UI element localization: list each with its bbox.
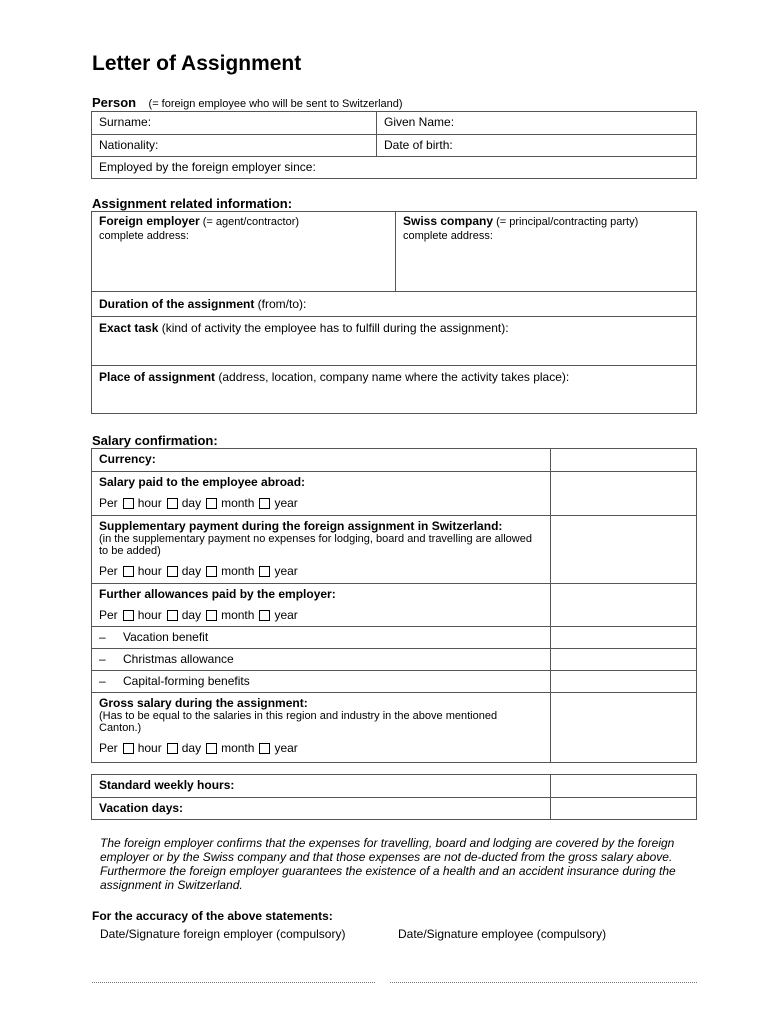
assignment-row-task: [92, 316, 696, 365]
month-checkbox[interactable]: [206, 610, 217, 621]
given-name-label: Given Name:: [384, 115, 455, 129]
dash-marker: –: [99, 674, 106, 688]
supplementary-input[interactable]: [550, 516, 696, 583]
employed-since-label: Employed by the foreign employer since:: [99, 160, 316, 174]
exact-task-label: Exact task: [99, 321, 159, 335]
salary-table: [91, 448, 697, 763]
per-label: Per: [99, 608, 118, 622]
vacation-days-row: [92, 797, 696, 819]
nationality-field[interactable]: [92, 135, 376, 156]
currency-row: [92, 449, 696, 471]
place-label: Place of assignment: [99, 370, 216, 384]
exact-task-field[interactable]: [92, 317, 696, 365]
year-checkbox[interactable]: [259, 743, 270, 754]
per-label: Per: [99, 741, 118, 755]
vacation-benefit-input[interactable]: [550, 627, 696, 648]
date-of-birth-field[interactable]: [376, 135, 696, 156]
assignment-row-parties: [92, 212, 696, 291]
month-checkbox[interactable]: [206, 498, 217, 509]
month-label: month: [221, 741, 255, 755]
month-label: month: [221, 496, 255, 510]
swiss-company-note: (= principal/contracting party): [493, 216, 639, 228]
supplementary-label: Supplementary payment during the foreign assignment in Switzerland:: [99, 519, 503, 533]
signature-employer-line[interactable]: [92, 982, 375, 983]
gross-label: Gross salary during the assignment:: [99, 696, 308, 710]
exact-task-note: (kind of activity the employee has to fulfill during the assignment):: [158, 321, 509, 335]
person-row-nationality: [92, 134, 696, 156]
day-label: day: [181, 564, 202, 578]
duration-label: Duration of the assignment: [99, 297, 255, 311]
day-label: day: [181, 608, 202, 622]
hour-checkbox[interactable]: [123, 566, 134, 577]
day-label: day: [181, 496, 202, 510]
person-subheading: (= foreign employee who will be sent to Switzerland): [148, 98, 403, 110]
foreign-employer-note: (= agent/contractor): [199, 216, 300, 228]
salary-heading: Salary confirmation:: [92, 433, 218, 448]
vacation-benefit-cell: [92, 627, 550, 648]
month-checkbox[interactable]: [206, 566, 217, 577]
gross-input[interactable]: [550, 693, 696, 762]
signature-employee-line[interactable]: [390, 982, 697, 983]
paid-abroad-cell: [92, 472, 550, 515]
assignment-row-place: [92, 365, 696, 413]
year-checkbox[interactable]: [259, 566, 270, 577]
swiss-company-field[interactable]: [395, 212, 696, 291]
hour-label: hour: [137, 741, 162, 755]
surname-label: Surname:: [99, 115, 152, 129]
day-checkbox[interactable]: [167, 566, 178, 577]
date-of-birth-label: Date of birth:: [384, 138, 453, 152]
duration-note: (from/to):: [254, 297, 307, 311]
person-heading-block: [92, 94, 403, 112]
year-label: year: [274, 564, 298, 578]
christmas-cell: [92, 649, 550, 670]
supplementary-row: [92, 515, 696, 583]
year-label: year: [274, 741, 298, 755]
accuracy-heading: For the accuracy of the above statements:: [92, 909, 333, 923]
hour-checkbox[interactable]: [123, 610, 134, 621]
further-label: Further allowances paid by the employer:: [99, 587, 336, 601]
given-name-field[interactable]: [376, 112, 696, 134]
month-checkbox[interactable]: [206, 743, 217, 754]
day-label: day: [181, 741, 202, 755]
foreign-employer-address-label: complete address:: [99, 230, 189, 242]
paid-abroad-label: Salary paid to the employee abroad:: [99, 475, 306, 489]
christmas-row: [92, 648, 696, 670]
weekly-hours-input[interactable]: [550, 775, 696, 797]
day-checkbox[interactable]: [167, 610, 178, 621]
gross-period: [99, 741, 543, 755]
month-label: month: [221, 608, 255, 622]
place-field[interactable]: [92, 366, 696, 413]
duration-field[interactable]: [92, 292, 696, 316]
capital-label: Capital-forming benefits: [123, 674, 250, 688]
supplementary-period: [99, 564, 543, 578]
year-label: year: [274, 608, 298, 622]
further-cell: [92, 584, 550, 626]
per-label: Per: [99, 496, 118, 510]
paid-abroad-input[interactable]: [550, 472, 696, 515]
hours-table: [91, 774, 697, 820]
capital-cell: [92, 671, 550, 692]
paid-abroad-period: [99, 496, 543, 510]
capital-row: [92, 670, 696, 692]
gross-row: [92, 692, 696, 762]
foreign-employer-field[interactable]: [92, 212, 395, 291]
year-label: year: [274, 496, 298, 510]
dash-marker: –: [99, 630, 106, 644]
assignment-row-duration: [92, 291, 696, 316]
supplementary-note: (in the supplementary payment no expenses for lodging, board and travelling are allowed to be added): [99, 533, 532, 557]
vacation-days-input[interactable]: [550, 798, 696, 819]
signature-employee-label: Date/Signature employee (compulsory): [398, 927, 607, 941]
surname-field[interactable]: [92, 112, 376, 134]
swiss-company-address-label: complete address:: [403, 230, 493, 242]
person-table: [91, 111, 697, 179]
page-title: Letter of Assignment: [92, 52, 302, 75]
hour-checkbox[interactable]: [123, 498, 134, 509]
vacation-days-label: Vacation days:: [99, 801, 184, 815]
vacation-benefit-row: [92, 626, 696, 648]
paid-abroad-row: [92, 471, 696, 515]
weekly-hours-row: [92, 775, 696, 797]
day-checkbox[interactable]: [167, 498, 178, 509]
gross-cell: [92, 693, 550, 762]
year-checkbox[interactable]: [259, 610, 270, 621]
person-row-names: [92, 112, 696, 134]
person-heading: Person: [92, 95, 137, 110]
statement-text: The foreign employer confirms that the expenses for travelling, board and lodging are covered by the foreign employer or by the Swiss company and that those expenses are not de-ducted from the gross salary above. Furthermore the foreign employer guarantees the existence of a health and an accident insurance during the assignment in Switzerland.: [100, 836, 676, 892]
further-period: [99, 608, 543, 622]
signature-employer-label: Date/Signature foreign employer (compulsory): [100, 927, 346, 941]
per-label: Per: [99, 564, 118, 578]
hour-label: hour: [137, 496, 162, 510]
currency-input[interactable]: [550, 449, 696, 471]
hour-checkbox[interactable]: [123, 743, 134, 754]
assignment-table: [91, 211, 697, 414]
supplementary-cell: [92, 516, 550, 583]
vacation-benefit-label: Vacation benefit: [123, 630, 209, 644]
further-row: [92, 583, 696, 626]
employed-since-field[interactable]: [92, 157, 696, 178]
capital-input[interactable]: [550, 671, 696, 692]
further-input[interactable]: [550, 584, 696, 626]
nationality-label: Nationality:: [99, 138, 159, 152]
christmas-label: Christmas allowance: [123, 652, 234, 666]
assignment-heading: Assignment related information:: [92, 196, 293, 211]
year-checkbox[interactable]: [259, 498, 270, 509]
swiss-company-label: Swiss company: [403, 214, 494, 228]
month-label: month: [221, 564, 255, 578]
person-row-employed: [92, 156, 696, 178]
foreign-employer-label: Foreign employer: [99, 214, 200, 228]
gross-note: (Has to be equal to the salaries in this region and industry in the above mentioned Canton.): [99, 710, 498, 734]
place-note: (address, location, company name where the activity takes place):: [215, 370, 570, 384]
hour-label: hour: [137, 608, 162, 622]
weekly-hours-label: Standard weekly hours:: [99, 778, 235, 792]
day-checkbox[interactable]: [167, 743, 178, 754]
hour-label: hour: [137, 564, 162, 578]
dash-marker: –: [99, 652, 106, 666]
christmas-input[interactable]: [550, 649, 696, 670]
currency-label: Currency:: [99, 452, 156, 466]
